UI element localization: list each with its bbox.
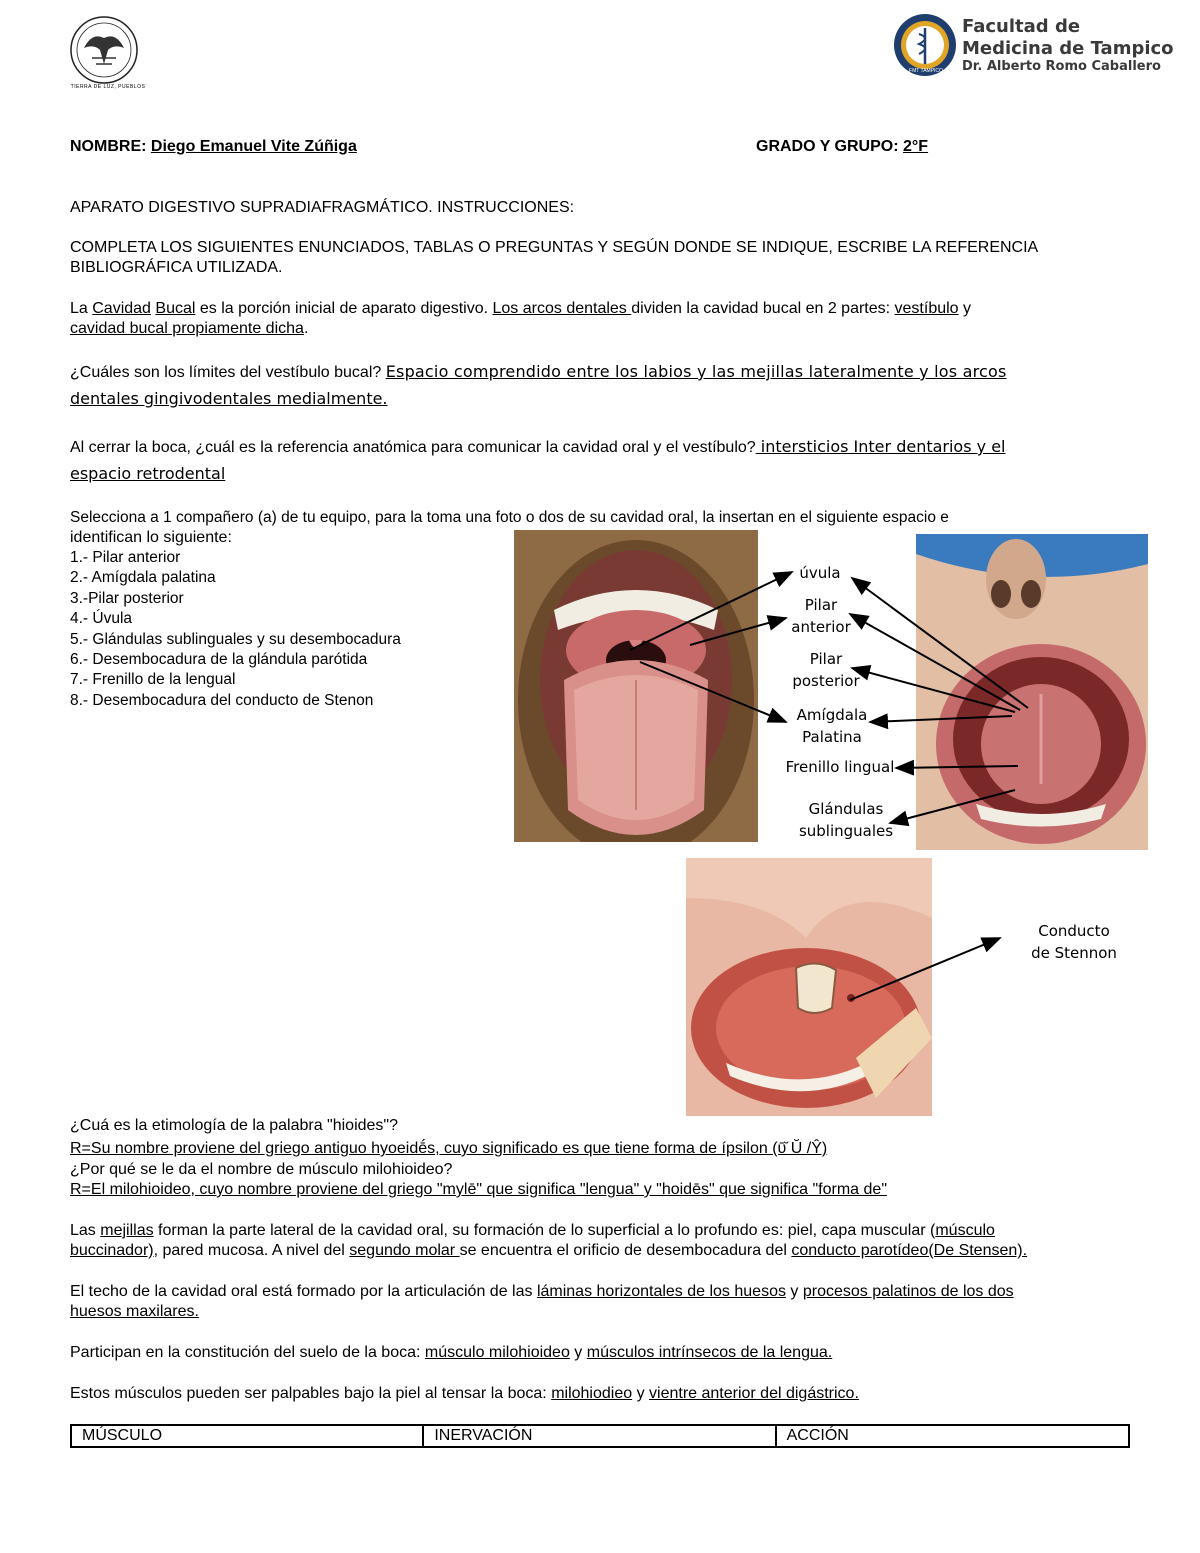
- suelo-text-1: Participan en la constitución del suelo de la boca:: [70, 1344, 425, 1361]
- list-item: 2.- Amígdala palatina: [70, 569, 216, 587]
- mejillas-answer-5: conducto parotídeo(De Stensen).: [791, 1242, 1028, 1259]
- q1-question: ¿Cuáles son los límites del vestíbulo bucal?: [70, 364, 386, 381]
- faculty-logo: [890, 10, 1190, 86]
- q2-question: Al cerrar la boca, ¿cuál es la referencia anatómica para comunicar la cavidad oral y el vestíbulo?: [70, 439, 756, 456]
- instructions: COMPLETA LOS SIGUIENTES ENUNCIADOS, TABLAS O PREGUNTAS Y SEGÚN DONDE SE INDIQUE, ESCRIBE LA REFERENCIA BIBLIOGRÁFICA UTILIZADA.: [70, 239, 1038, 276]
- table-header-inervacion: INERVACIÓN: [423, 1425, 775, 1447]
- p1-text-4: dividen la cavidad bucal en 2 partes:: [631, 300, 895, 317]
- student-name-line: [70, 137, 357, 157]
- q1-answer-line2: dentales gingivodentales medialmente.: [70, 389, 388, 408]
- label-uvula: úvula: [799, 564, 841, 582]
- group-value: 2°F: [903, 138, 929, 155]
- paragraph-techo: [70, 1282, 1140, 1322]
- paragraph-suelo: [70, 1343, 1140, 1363]
- name-label: NOMBRE:: [70, 138, 147, 155]
- label-amigdala-line1: Amígdala: [796, 706, 868, 724]
- label-pilar-anterior: [786, 594, 856, 638]
- paragraph-cavidad-bucal: [70, 299, 1070, 339]
- structure-list: [70, 548, 490, 711]
- label-amigdala-line2: Palatina: [802, 728, 862, 746]
- p1-text-1: La: [70, 300, 93, 317]
- parotid-duct-illustration: [686, 858, 932, 1116]
- select-instruction-line2: identifican lo siguiente:: [70, 529, 232, 546]
- list-item: 8.- Desembocadura del conducto de Stenon: [70, 691, 374, 709]
- label-amigdala: [790, 704, 874, 748]
- techo-answer-3: huesos maxilares.: [70, 1303, 199, 1320]
- list-item: 7.- Frenillo de la lengual: [70, 671, 236, 689]
- list-item: 6.- Desembocadura de la glándula parótida: [70, 651, 368, 669]
- faculty-seal-text: FMT TAMPICO: [909, 68, 943, 74]
- list-item: 5.- Glándulas sublinguales y su desembocadura: [70, 630, 401, 648]
- table-header-musculo: MÚSCULO: [71, 1425, 423, 1447]
- table-header-accion: ACCIÓN: [776, 1425, 1129, 1447]
- p1-text-5: y: [958, 300, 972, 317]
- mejillas-answer-2: músculo: [935, 1222, 995, 1239]
- oral-cavity-photo-2: [916, 534, 1148, 850]
- mejillas-text-2: forman la parte lateral de la cavidad oral, su formación de lo superficial a lo profundo es: piel, capa muscular (: [153, 1222, 936, 1239]
- p1-text-3: es la porción inicial de aparato digestivo.: [195, 300, 493, 317]
- palpables-text-2: y: [632, 1385, 650, 1402]
- question-referencia: [70, 437, 1140, 483]
- faculty-subtitle: Dr. Alberto Romo Caballero: [962, 59, 1161, 74]
- mejillas-text-4: se encuentra el orificio de desembocadura del: [459, 1242, 792, 1259]
- label-pilar-posterior: [786, 648, 866, 692]
- faculty-title-line2: Medicina de Tampico: [962, 38, 1174, 59]
- label-glandulas-line1: Glándulas: [808, 800, 884, 818]
- university-logo: [62, 14, 154, 94]
- faculty-title-line1: Facultad de: [962, 16, 1081, 37]
- hioides-answer-1: R=Su nombre proviene del griego antiguo hyoeidḗs, cuyo significado es que tiene forma de ípsilon (ῡ̆ Ŭ /Ŷ): [70, 1140, 828, 1157]
- paragraph-palpables: [70, 1384, 1140, 1404]
- q2-answer-line1: intersticios Inter dentarios y el: [755, 437, 1006, 456]
- label-glandulas: [796, 798, 896, 842]
- techo-text-1: El techo de la cavidad oral está formado por la articulación de las: [70, 1283, 537, 1300]
- table-header-row: [71, 1425, 1129, 1447]
- list-item: 4.- Úvula: [70, 610, 133, 628]
- label-pilar-posterior-line1: Pilar: [809, 650, 843, 668]
- palpables-answer-1: milohiodieo: [551, 1385, 633, 1402]
- label-pilar-posterior-line2: posterior: [792, 672, 860, 690]
- muscle-table: [70, 1424, 1130, 1448]
- name-value: Diego Emanuel Vite Zúñiga: [150, 138, 357, 155]
- question-limites: [70, 362, 1140, 408]
- label-conducto-line1: Conducto: [1038, 922, 1110, 940]
- mejillas-answer-1: mejillas: [100, 1222, 154, 1239]
- p1-answer-arcos: Los arcos dentales: [492, 300, 632, 317]
- p1-text-6: .: [303, 320, 309, 337]
- suelo-answer-2: músculos intrínsecos de la lengua.: [586, 1344, 833, 1361]
- hioides-question-2: ¿Por qué se le da el nombre de músculo milohioideo?: [70, 1161, 453, 1178]
- select-instruction-line1: Selecciona a 1 compañero (a) de tu equipo, para la toma una foto o dos de su cavidad oral, la insertan en el siguiente espacio e: [70, 509, 949, 526]
- q1-answer-line1: Espacio comprendido entre los labios y las mejillas lateralmente y los arcos: [385, 362, 1007, 381]
- suelo-text-2: y: [569, 1344, 587, 1361]
- mejillas-text-3: , pared mucosa. A nivel del: [153, 1242, 350, 1259]
- p1-answer-cavidad: Cavidad: [92, 300, 151, 317]
- hioides-question-1: ¿Cuá es la etimología de la palabra "hioides"?: [70, 1117, 398, 1134]
- mejillas-answer-3: buccinador): [70, 1242, 154, 1259]
- oral-cavity-photo-1: [514, 530, 758, 842]
- label-conducto-stenon: [1024, 920, 1124, 964]
- p1-answer-bucal: Bucal: [155, 300, 196, 317]
- q2-answer-line2: espacio retrodental: [70, 464, 226, 483]
- techo-answer-1: láminas horizontales de los huesos: [536, 1283, 786, 1300]
- list-item: 1.- Pilar anterior: [70, 549, 181, 566]
- group-line: [756, 137, 928, 157]
- university-seal-icon: [62, 14, 154, 94]
- p1-answer-vestibulo: vestíbulo: [894, 300, 959, 317]
- mejillas-answer-4: segundo molar: [349, 1242, 460, 1259]
- paragraph-mejillas: [70, 1221, 1140, 1261]
- university-logo-caption: TIERRA DE LUZ, PUEBLOS: [70, 84, 146, 90]
- techo-text-2: y: [785, 1283, 803, 1300]
- palpables-answer-2: vientre anterior del digástrico.: [649, 1385, 859, 1402]
- label-frenillo: Frenillo lingual: [785, 758, 895, 776]
- label-glandulas-line2: sublinguales: [798, 822, 894, 840]
- label-conducto-line2: de Stennon: [1031, 944, 1117, 962]
- hioides-answer-2: R=El milohioideo, cuyo nombre proviene del griego "mylē" que significa "lengua" y "hoidēs" que significa "forma de": [70, 1181, 887, 1198]
- suelo-answer-1: músculo milohioideo: [424, 1344, 570, 1361]
- p1-answer-cavidad-propia: cavidad bucal propiamente dicha: [70, 320, 304, 337]
- palpables-text-1: Estos músculos pueden ser palpables bajo la piel al tensar la boca:: [70, 1385, 552, 1402]
- mejillas-text-1: Las: [70, 1222, 101, 1239]
- list-item: 3.-Pilar posterior: [70, 589, 184, 607]
- group-label: GRADO Y GRUPO:: [756, 138, 899, 155]
- page-title: APARATO DIGESTIVO SUPRADIAFRAGMÁTICO. INSTRUCCIONES:: [70, 199, 575, 216]
- label-pilar-anterior-line2: anterior: [791, 618, 851, 636]
- label-pilar-anterior-line1: Pilar: [804, 596, 838, 614]
- techo-answer-2: procesos palatinos de los dos: [802, 1283, 1014, 1300]
